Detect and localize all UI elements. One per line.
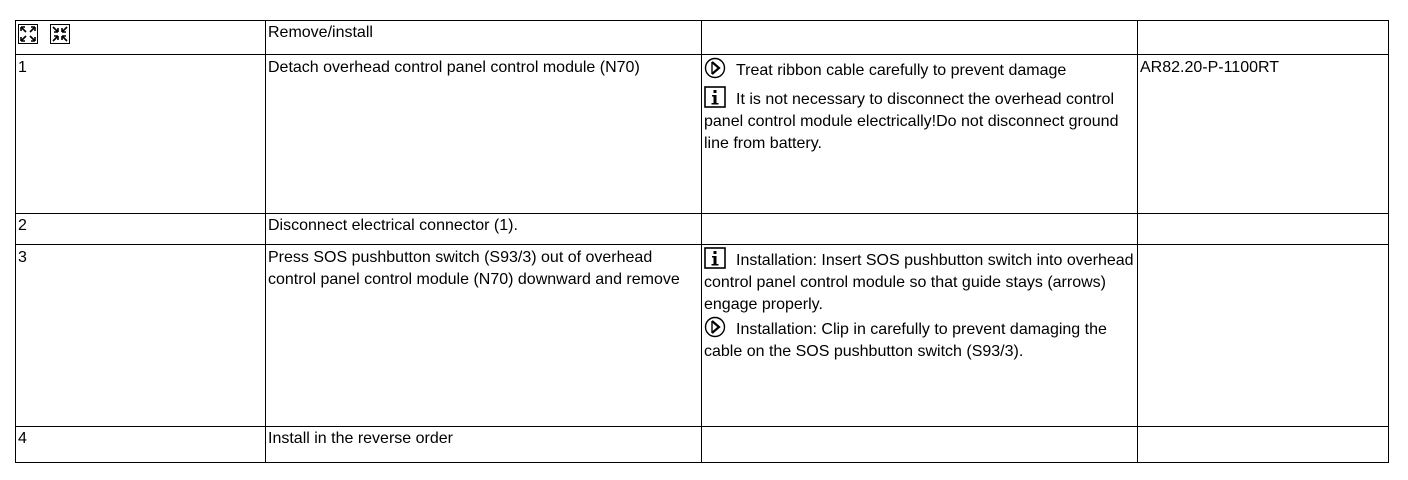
caution-note (704, 57, 1137, 82)
step-number: 4 (16, 427, 266, 463)
procedure-table (15, 20, 1389, 463)
step-notes (702, 245, 1138, 427)
note-text: It is not necessary to disconnect the overhead control panel control module electrically!Do not disconnect ground line from battery. (704, 91, 1119, 152)
step-notes (702, 427, 1138, 463)
note-text: Installation: Insert SOS pushbutton switch into overhead control panel control module so that guide stays (arrows) engage properly. (704, 252, 1134, 313)
caution-icon (704, 316, 726, 338)
step-action: Install in the reverse order (266, 427, 702, 463)
step-number: 1 (16, 55, 266, 214)
step-action: Press SOS pushbutton switch (S93/3) out of overhead control panel control module (N70) downward and remove (266, 245, 702, 427)
header-icons-cell (16, 21, 266, 55)
step-notes (702, 55, 1138, 214)
expand-arrows-icon[interactable] (18, 24, 38, 44)
step-number: 3 (16, 245, 266, 427)
info-icon (704, 86, 726, 108)
table-row (16, 214, 1389, 245)
info-note (704, 247, 1137, 316)
caution-icon (704, 57, 726, 79)
header-title: Remove/install (266, 21, 702, 55)
collapse-arrows-icon[interactable] (50, 24, 70, 44)
table-row (16, 55, 1389, 214)
step-action: Detach overhead control panel control module (N70) (266, 55, 702, 214)
step-reference[interactable]: AR82.20-P-1100RT (1138, 55, 1389, 214)
table-header-row (16, 21, 1389, 55)
header-reference-cell (1138, 21, 1389, 55)
header-notes-cell (702, 21, 1138, 55)
caution-note (704, 316, 1137, 363)
info-note (704, 86, 1137, 155)
step-reference (1138, 245, 1389, 427)
step-notes (702, 214, 1138, 245)
step-number: 2 (16, 214, 266, 245)
note-text: Treat ribbon cable carefully to prevent damage (736, 62, 1067, 79)
info-icon (704, 247, 726, 269)
table-row (16, 245, 1389, 427)
step-reference (1138, 427, 1389, 463)
note-text: Installation: Clip in carefully to prevent damaging the cable on the SOS pushbutton switch (S93/3). (704, 321, 1107, 360)
step-reference (1138, 214, 1389, 245)
table-row (16, 427, 1389, 463)
step-action: Disconnect electrical connector (1). (266, 214, 702, 245)
